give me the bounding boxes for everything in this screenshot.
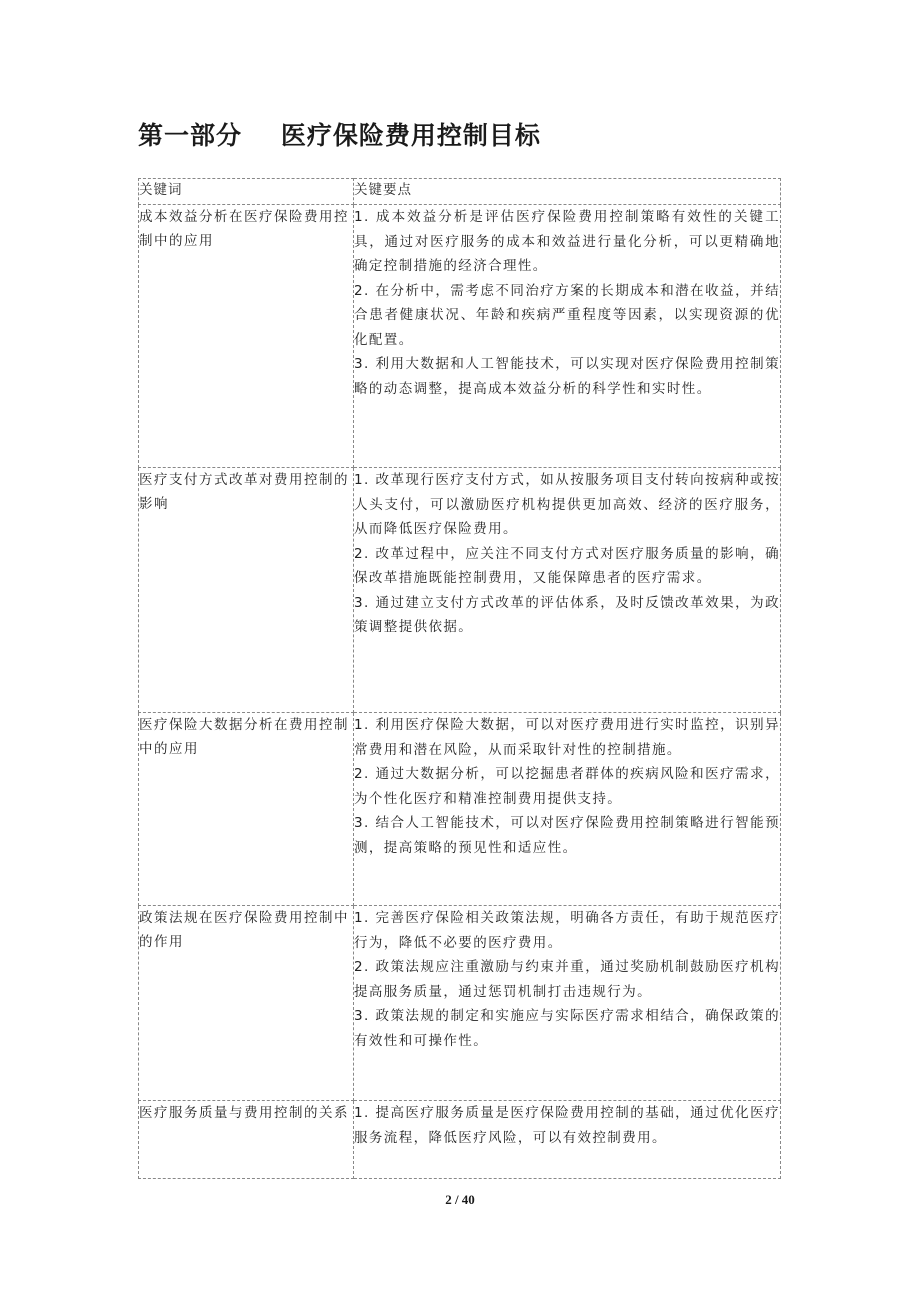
key-point: 2. 在分析中，需考虑不同治疗方案的长期成本和潜在收益，并结合患者健康状况、年龄和疾病严重程度等因素，以实现资源的优化配置。 [354,282,780,348]
key-point: 1. 利用医疗保险大数据，可以对医疗费用进行实时监控，识别异常费用和潜在风险，从而采取针对性的控制措施。 [354,717,780,758]
key-points-cell [354,1101,781,1179]
keyword-cell: 医疗支付方式改革对费用控制的影响 [139,468,354,713]
key-point: 2. 改革过程中，应关注不同支付方式对医疗服务质量的影响，确保改革措施既能控制费用，又能保障患者的医疗需求。 [354,545,780,586]
keyword-cell: 成本效益分析在医疗保险费用控制中的应用 [139,205,354,468]
key-point: 1. 完善医疗保险相关政策法规，明确各方责任，有助于规范医疗行为，降低不必要的医疗费用。 [354,910,780,951]
key-points-cell [354,713,781,906]
table-row [139,205,781,468]
table-header-row [139,179,781,205]
key-point: 3. 通过建立支付方式改革的评估体系，及时反馈改革效果，为政策调整提供依据。 [354,594,780,635]
page-number: 2 / 40 [445,1192,475,1207]
table-row [139,713,781,906]
key-points-table [138,178,781,1179]
table-row [139,468,781,713]
header-keyword: 关键词 [139,179,354,205]
key-points-cell [354,468,781,713]
keyword-cell: 医疗保险大数据分析在费用控制中的应用 [139,713,354,906]
key-point: 1. 改革现行医疗支付方式，如从按服务项目支付转向按病种或按人头支付，可以激励医疗机构提供更加高效、经济的医疗服务，从而降低医疗保险费用。 [354,472,780,537]
keyword-cell: 医疗服务质量与费用控制的关系 [139,1101,354,1179]
page-title: 第一部分 医疗保险费用控制目标 [138,121,541,150]
header-key-points: 关键要点 [354,179,781,205]
table-row [139,906,781,1101]
key-point: 3. 利用大数据和人工智能技术，可以实现对医疗保险费用控制策略的动态调整，提高成本效益分析的科学性和实时性。 [354,356,780,397]
key-point: 3. 结合人工智能技术，可以对医疗保险费用控制策略进行智能预测，提高策略的预见性和适应性。 [354,815,780,856]
key-point: 1. 成本效益分析是评估医疗保险费用控制策略有效性的关键工具，通过对医疗服务的成本和效益进行量化分析，可以更精确地确定控制措施的经济合理性。 [354,209,780,274]
key-point: 2. 政策法规应注重激励与约束并重，通过奖励机制鼓励医疗机构提高服务质量，通过惩罚机制打击违规行为。 [354,959,780,1000]
keyword-cell: 政策法规在医疗保险费用控制中的作用 [139,906,354,1101]
key-point: 2. 通过大数据分析，可以挖掘患者群体的疾病风险和医疗需求，为个性化医疗和精准控制费用提供支持。 [354,766,780,807]
table-row [139,1101,781,1179]
key-point: 1. 提高医疗服务质量是医疗保险费用控制的基础，通过优化医疗服务流程，降低医疗风险，可以有效控制费用。 [354,1105,780,1146]
key-points-cell [354,906,781,1101]
key-points-cell [354,205,781,468]
key-point: 3. 政策法规的制定和实施应与实际医疗需求相结合，确保政策的有效性和可操作性。 [354,1008,780,1049]
